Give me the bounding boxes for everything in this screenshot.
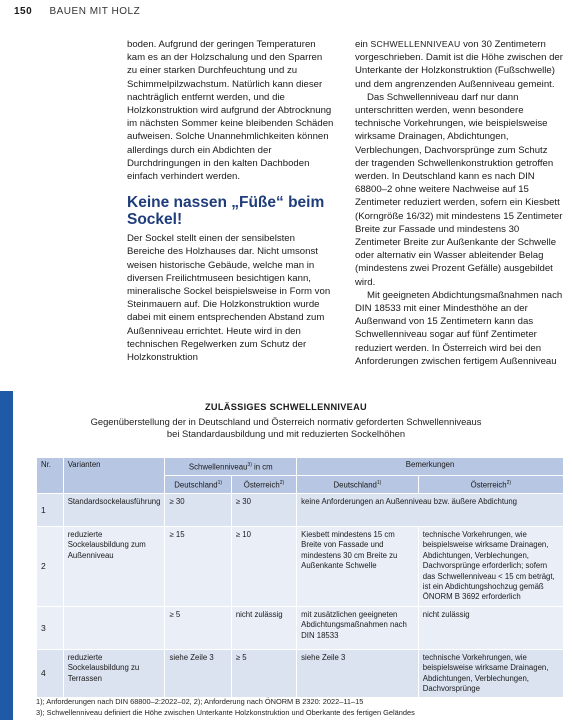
- row-remark-at: technische Vorkehrungen, wie beispielsweise wirksame Drainagen, Abdichtungen, Verblechungen, Dachvorsprünge: [418, 649, 563, 698]
- section-heading: Keine nassen „Füße“ beim Sockel!: [127, 194, 325, 229]
- row-remark-de: mit zusätzlichen geeigneten Abdichtungsmaßnahmen nach DIN 18533: [297, 606, 419, 649]
- running-header: [14, 6, 140, 17]
- row-level-de: ≥ 5: [165, 606, 231, 649]
- row-remark-at: technische Vorkehrungen, wie beispielsweise wirksame Drainagen, Abdichtungen, Verblechungen, Dachvorsprünge erforderlich; sofern das Schwellenniveau < 15 cm beträgt, ist ein Abdichtungshochzug gemäß ÖNORM B 3692 erforderlich: [418, 527, 563, 607]
- page-number: 150: [14, 6, 33, 17]
- running-title: BAUEN MIT HOLZ: [49, 6, 141, 17]
- left-text-column: [127, 38, 334, 364]
- footnote-2: 3); Schwellenniveau definiert die Höhe zwischen Unterkante Holzkonstruktion und Oberkante des fertigen Geländes: [36, 708, 415, 717]
- left-paragraph-2: Der Sockel stellt einen der sensibelsten Bereiche des Holzhauses dar. Nicht umsonst weisen historische Gebäude, welche man in diversen Freilichtmuseen besichtigen kann, mineralische Sockel beispielsweise in Form von Steinmauern auf. Die Holzkonstruktion wurde dabei mit einem entsprechenden Abstand zum Außenniveau errichtet. Heute wird in den technischen Regelwerken zum Schutz der Holzkonstruktion: [127, 233, 331, 364]
- row-number: 3: [37, 606, 64, 649]
- key-term: SCHWELLENNIVEAU: [370, 39, 461, 49]
- row-variant: reduzierte Sockelausbildung zum Außenniveau: [63, 527, 165, 607]
- header-level: Schwellenniveau$^{3)}$ in cm: [165, 458, 297, 476]
- left-paragraph-1: boden. Aufgrund der geringen Temperaturen kam es an der Holzschalung und den Sparren zu einer starken Durchfeuchtung und zu Schimmelpilzwachstum. Natürlich kann dieser nachträglich entfernt werden, und die Holzkonstruktion wird aufgrund der Abtrocknung im nächsten Sommer keine bleibenden Schäden aufweisen. Solche Unannehmlichkeiten können allerdings durch ein Abdichten der Durchdringungen in den kalten Dachboden einfach verhindert werden.: [127, 39, 334, 183]
- side-accent-bar: [0, 391, 13, 720]
- row-variant-empty: [63, 606, 165, 649]
- header-remarks: Bemerkungen: [297, 458, 564, 476]
- header-level-de: Deutschland$^{1)}$: [165, 476, 231, 494]
- header-remark-de: Deutschland$^{1)}$: [297, 476, 419, 494]
- row-level-at: nicht zulässig: [231, 606, 296, 649]
- header-nr: Nr.: [37, 458, 64, 494]
- table-row: [37, 527, 564, 607]
- right-paragraph-1: ein SCHWELLENNIVEAU von 30 Zentimetern vorgeschrieben. Damit ist die Höhe zwischen der Unterkante der Holzkonstruktion (Fußschwelle) und dem angrenzenden Außenniveau gemeint.: [355, 39, 563, 90]
- table-subtitle: Gegenüberstellung der in Deutschland und Österreich normativ geforderten Schwellenniveaus bei Standardausbildung und mit reduzierten Sockelhöhen: [90, 416, 482, 439]
- row-remark: keine Anforderungen an Außenniveau bzw. äußere Abdichtung: [297, 494, 564, 527]
- header-variants: Varianten: [63, 458, 165, 494]
- right-paragraph-3: Mit geeigneten Abdichtungsmaßnahmen nach DIN 18533 mit einer Mindesthöhe an der Außenwand von 15 Zentimetern kann das Schwellenniveau sogar auf fünf Zentimeter reduziert werden. In Österreich wird bei den Anforderungen zwischen fertigem Außenniveau: [355, 289, 563, 367]
- row-level-at: ≥ 5: [231, 649, 296, 698]
- table-row: [37, 494, 564, 527]
- row-number: 4: [37, 649, 64, 698]
- header-remark-at: Österreich$^{2)}$: [418, 476, 563, 494]
- row-variant: Standardsockelausführung: [63, 494, 165, 527]
- row-number: 2: [37, 527, 64, 607]
- right-paragraph-2: Das Schwellenniveau darf nur dann unterschritten werden, wenn besondere technische Vorkehrungen, wie beispielsweise wirksame Drainagen, Abdichtungen, Verblechungen, Dachvorsprünge zum Schutz der tragenden Schwellenkonstruktion getroffen werden. In Deutschland kann es nach DIN 68800–2 ohne weitere Nachweise auf 15 Zentimeter reduziert werden, sofern ein Kiesbett (Korngröße 16/32) mit mindestens 15 Zentimeter Breite zur Fassade und mindestens 30 Zentimeter Breite zur Außenkante der Schwelle oder alternativ ein Wasser ableitender Belag (mindestens zwei Prozent Gefälle) ausgebildet wird.: [355, 91, 563, 288]
- header-level-at: Österreich$^{2)}$: [231, 476, 296, 494]
- row-level-at: ≥ 30: [231, 494, 296, 527]
- row-variant: reduzierte Sockelausbildung zu Terrassen: [63, 649, 165, 698]
- table-row: [37, 649, 564, 698]
- row-level-de: ≥ 30: [165, 494, 231, 527]
- row-number: 1: [37, 494, 64, 527]
- table-row: [37, 606, 564, 649]
- table-title: ZULÄSSIGES SCHWELLENNIVEAU: [205, 402, 367, 412]
- row-remark-de: siehe Zeile 3: [297, 649, 419, 698]
- footnote-1: 1); Anforderungen nach DIN 68800–2:2022–02, 2); Anforderung nach ÖNORM B 2320: 2022–11–15: [36, 697, 364, 706]
- row-remark-de: Kiesbett mindestens 15 cm Breite von Fassade und mindestens 30 cm Breite zu Außenkante Schwelle: [297, 527, 419, 607]
- row-remark-at: nicht zulässig: [418, 606, 563, 649]
- threshold-level-table: [36, 457, 564, 698]
- row-level-at: ≥ 10: [231, 527, 296, 607]
- row-level-de: siehe Zeile 3: [165, 649, 231, 698]
- table-header-row: [37, 458, 564, 476]
- right-text-column: [355, 38, 564, 368]
- row-level-de: ≥ 15: [165, 527, 231, 607]
